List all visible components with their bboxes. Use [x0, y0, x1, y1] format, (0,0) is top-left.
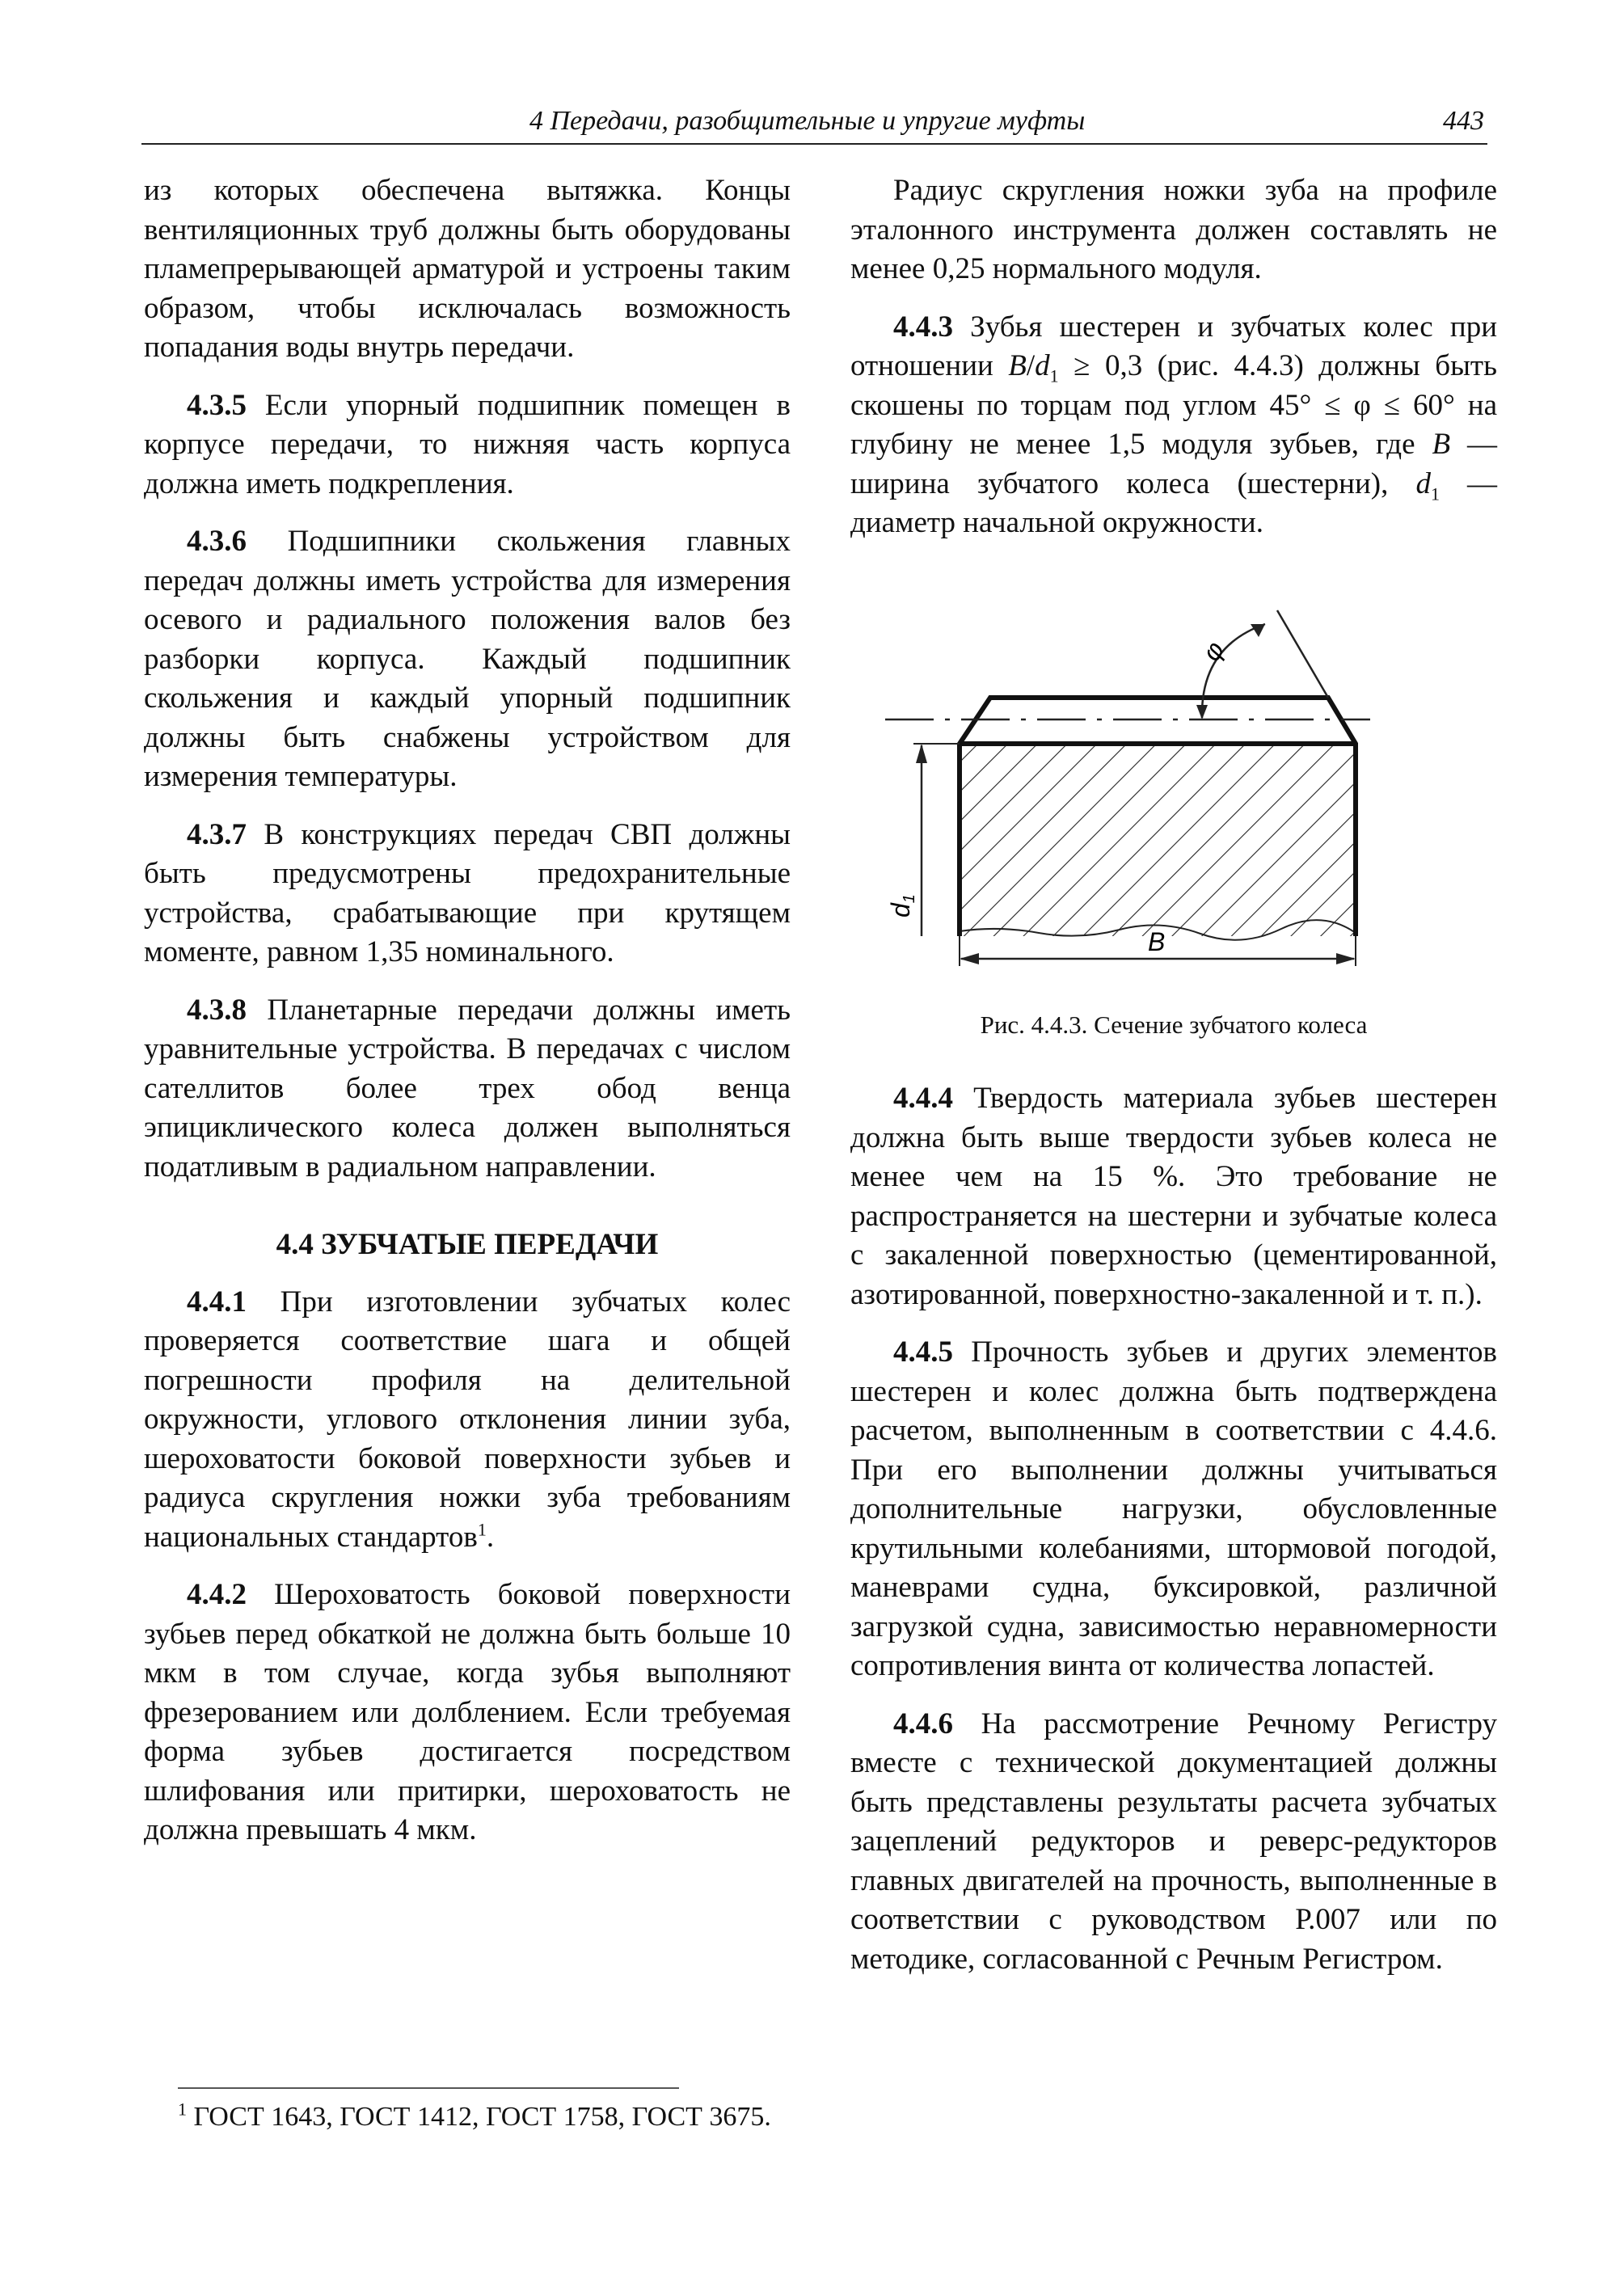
clause-number: 4.3.6 — [187, 525, 247, 558]
paragraph-text: В конструкциях передач СВП должны быть предусмотрены предохранительные устройства, срабатывающие при крутящем моменте, равном 1,35 номинального. — [144, 817, 791, 968]
b-arrowhead-left — [960, 953, 979, 964]
slash: / — [1026, 349, 1036, 382]
footnote-marker: 1 — [178, 2099, 187, 2120]
paragraph-text: Зубья шестерен и зубчатых колес при отношении — [850, 310, 1497, 382]
running-header — [141, 101, 1487, 145]
paragraph-text: из которых обеспечена вытяжка. Концы вентиляционных труб должны быть оборудованы пламепрерывающей арматурой и устроены таким образом, чтобы исключалась возможность попадания воды внутрь передачи. — [144, 174, 791, 364]
paragraph-text: Радиус скругления ножки зуба на профиле эталонного инструмента должен составлять не менее 0,25 нормального модуля. — [850, 174, 1497, 285]
page-number: 443 — [1443, 106, 1484, 136]
paragraph-4-4-2 — [144, 1576, 791, 1850]
paragraph-4-4-6 — [850, 1705, 1497, 1980]
b-arrowhead-right — [1336, 953, 1356, 964]
angle-arrowhead — [1196, 705, 1208, 719]
clause-number: 4.4.6 — [893, 1707, 953, 1740]
right-column-lower — [850, 1079, 1497, 1998]
clause-number: 4.3.5 — [187, 388, 247, 422]
paragraph-text: Подшипники скольжения главных передач должны иметь устройства для измерения осевого и радиального положения валов без разборки корпуса. Каждый подшипник скольжения и каждый упорный подшипник должны быть снабжены устройством для измерения температуры. — [144, 525, 791, 793]
paragraph-4-3-8 — [144, 991, 791, 1188]
clause-number: 4.4.5 — [893, 1335, 953, 1369]
paragraph-text: — диаметр начальной окружности. — [850, 466, 1498, 539]
footnote-text: ГОСТ 1643, ГОСТ 1412, ГОСТ 1758, ГОСТ 3675. — [187, 2102, 771, 2132]
angle-arrowhead — [1251, 624, 1265, 637]
paragraph-4-4-1 — [144, 1283, 791, 1558]
section-heading: 4.4 ЗУБЧАТЫЕ ПЕРЕДАЧИ — [276, 1228, 659, 1261]
footnote — [178, 2099, 771, 2133]
symbol-d: d — [1035, 349, 1050, 382]
clause-number: 4.4.1 — [187, 1285, 247, 1318]
clause-number: 4.3.8 — [187, 993, 247, 1027]
angle-line — [1277, 610, 1328, 698]
paragraph-4-3-5 — [144, 386, 791, 504]
subscript: 1 — [1430, 483, 1440, 504]
paragraph-text: — ширина зубчатого колеса (шестерни), — [850, 428, 1497, 500]
subscript: 1 — [1049, 365, 1059, 386]
paragraph-text: Если упорный подшипник помещен в корпусе передачи, то нижняя часть корпуса должна иметь подкрепления. — [144, 388, 791, 500]
angle-arc — [1202, 624, 1265, 718]
paragraph-radius — [850, 171, 1497, 289]
paragraph-4-4-5 — [850, 1333, 1497, 1686]
paragraph-text: Планетарные передачи должны иметь уравнительные устройства. В передачах с числом сателлитов более трех обод венца эпициклического колеса должен выполняться податливым в радиальном направлении. — [144, 993, 791, 1183]
clause-number: 4.4.4 — [893, 1082, 953, 1115]
chapter-title: 4 Передачи, разобщительные и упругие муфты — [529, 106, 1086, 136]
symbol-B: B — [1008, 349, 1027, 382]
clause-number: 4.4.3 — [893, 310, 953, 344]
label-B: B — [1148, 927, 1166, 956]
paragraph-text: Шероховатость боковой поверхности зубьев перед обкаткой не должна быть больше 10 мкм в том случае, когда зубья выполняют фрезерованием или долблением. Если требуемая форма зубьев достигается посредством шлифования или притирки, шероховатость не должна превышать 4 мкм. — [144, 1578, 791, 1846]
clause-number: 4.3.7 — [187, 817, 247, 851]
paragraph-continuation — [144, 171, 791, 368]
symbol-B: B — [1432, 428, 1451, 461]
paragraph-text: Твердость материала зубьев шестерен должна быть выше твердости зубьев колеса не менее чем на 15 %. Это требование не распространяется на шестерни и зубчатые колеса с закаленной поверхностью (цементированной, азотированной, поверхностно-закаленной и т. п.). — [850, 1082, 1497, 1311]
footnote-rule — [178, 2087, 679, 2089]
paragraph-text: При изготовлении зубчатых колес проверяется соответствие шага и общей погрешности профиля на делительной окружности, углового отклонения линии зуба, шероховатости боковой поверхности зубьев и радиуса скругления ножки зуба требованиям национальных стандартов — [144, 1285, 791, 1554]
paragraph-text: Прочность зубьев и других элементов шестерен и колес должна быть подтверждена расчетом, выполненным в соответствии с 4.4.6. При его выполнении должны учитываться дополнительные нагрузки, обусловленные крутильными колебаниями, штормовой погодой, маневрами судна, буксировкой, различной загрузкой судна, зависимостью неравномерности сопротивления винта от количества лопастей. — [850, 1335, 1497, 1682]
d1-arrowhead — [916, 744, 927, 763]
paragraph-text: ≥ 0,3 (рис. 4.4.3) должны быть скошены по торцам под углом 45° ≤ φ ≤ 60° на глубину не менее 1,5 модуля зубьев, где — [850, 349, 1497, 461]
hatched-section — [960, 744, 1356, 936]
label-phi: φ — [1196, 636, 1230, 666]
paragraph-4-4-3 — [850, 308, 1497, 543]
figure-caption: Рис. 4.4.3. Сечение зубчатого колеса — [980, 1010, 1368, 1039]
paragraph-4-3-6 — [144, 522, 791, 797]
right-column — [850, 171, 1497, 562]
paragraph-4-3-7 — [144, 816, 791, 973]
clause-number: 4.4.2 — [187, 1578, 247, 1611]
footnote-ref[interactable]: 1 — [477, 1519, 487, 1540]
paragraph-end: . — [486, 1520, 495, 1554]
left-column — [144, 171, 791, 1869]
symbol-d: d — [1415, 466, 1431, 500]
gear-section-figure — [885, 598, 1386, 978]
paragraph-4-4-4 — [850, 1079, 1497, 1314]
label-d1: d1 — [886, 894, 918, 918]
paragraph-text: На рассмотрение Речному Регистру вместе с технической документацией должны быть представлены результаты расчета зубчатых зацеплений редукторов и реверс-редукторов главных двигателей на прочность, выполненные в соответствии с руководством Р.007 или по методике, согласованной с Речным Регистром. — [850, 1707, 1497, 1976]
